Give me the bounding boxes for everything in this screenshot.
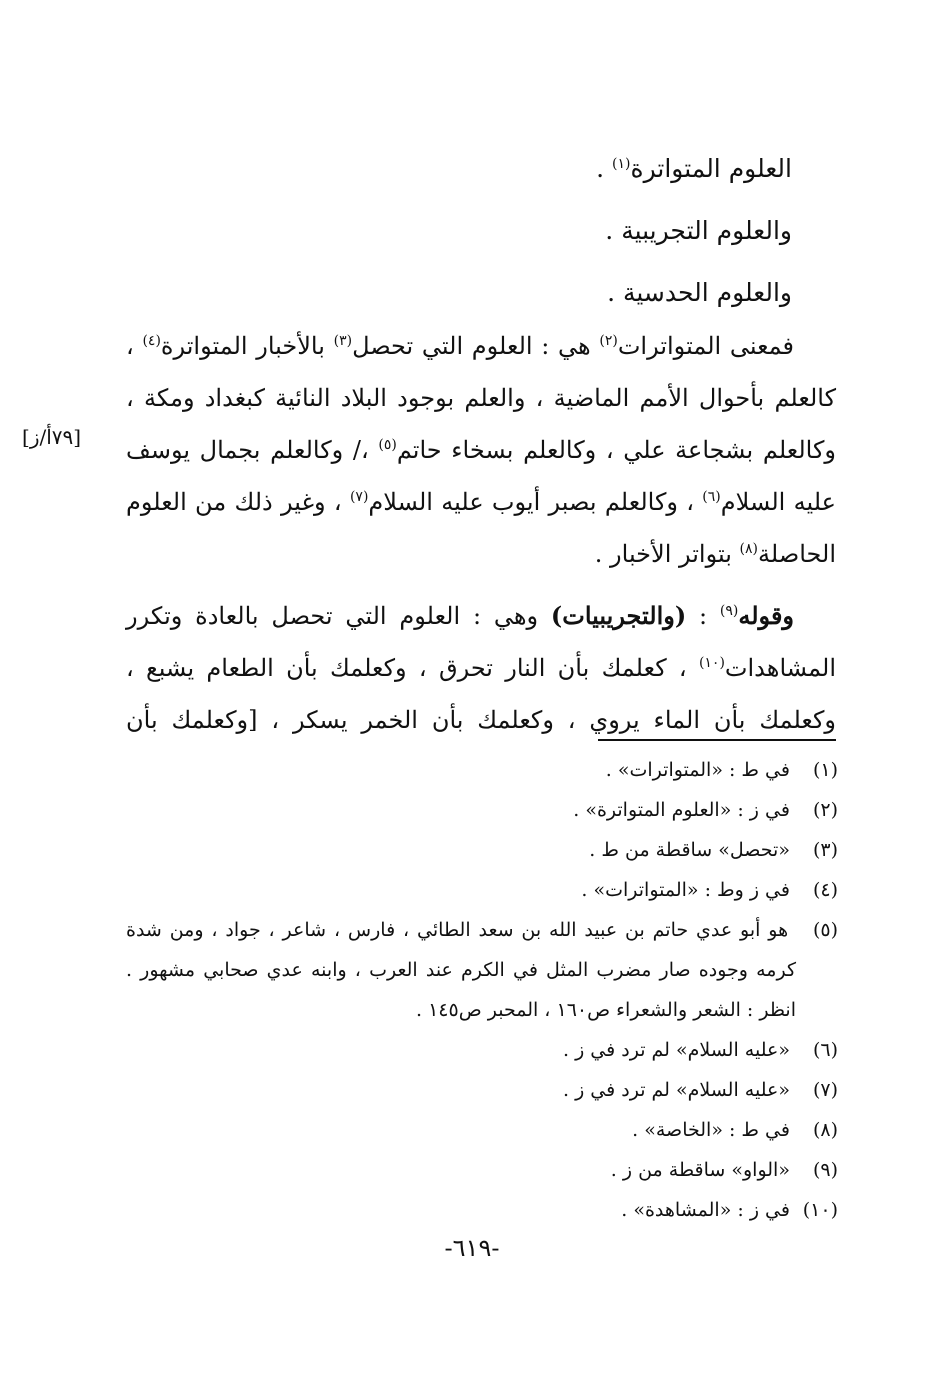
text-line: كالعلم بأحوال الأمم الماضية ، والعلم بوجود البلاد النائية كبغداد ومكة ، (126, 384, 836, 412)
footnote-ref: (٦) (702, 489, 721, 505)
text-run: ، (126, 332, 143, 360)
footnote-continuation: انظر : الشعر والشعراء ص١٦٠ ، المحبر ص١٤٥ . (416, 999, 796, 1021)
footnote-number: (٧) (812, 1079, 838, 1101)
text-run: الحاصلة (758, 540, 836, 568)
text-run: ، وكالعلم بصبر أيوب عليه السلام (368, 488, 703, 516)
footnote-text: في ط : «المتواترات» . (605, 759, 790, 781)
footnote-text: هو أبو عدي حاتم بن عبيد الله بن سعد الطائي ، فارس ، شاعر ، جواد ، ومن شدة (126, 919, 789, 941)
text-run: ،/ وكالعلم بجمال يوسف (126, 436, 379, 464)
footnote-number: (٨) (812, 1119, 838, 1141)
page-number: -٦١٩- (444, 1234, 500, 1262)
heading-text: العلوم المتواترة (630, 154, 792, 183)
footnote-number: (٥) (812, 919, 838, 941)
footnote (126, 1070, 838, 1110)
text-line (126, 476, 836, 528)
text-line (126, 320, 836, 372)
footnote-text: «عليه السلام» لم ترد في ز . (563, 1039, 790, 1061)
footnote-ref: (١) (612, 156, 631, 172)
footnote-number: (٦) (812, 1039, 838, 1061)
footnote-divider (598, 739, 836, 741)
footnote-number: (٩) (812, 1159, 838, 1181)
footnote-text: في ز : «العلوم المتواترة» . (573, 799, 790, 821)
footnote-ref: (٩) (719, 603, 739, 619)
text-run: وقوله (738, 601, 795, 630)
footnote-ref: (٧) (349, 489, 369, 505)
footnote-text: في ط : «الخاصة» . (632, 1119, 790, 1141)
text-run: وهي : العلوم التي تحصل بالعادة وتكرر (126, 602, 551, 630)
footnote (126, 1190, 838, 1230)
text-run: بتواتر الأخبار . (594, 540, 740, 568)
footnote-number: (٢) (812, 799, 838, 821)
footnote-ref: (٤) (142, 333, 161, 349)
text-line (126, 424, 836, 476)
text-line (126, 590, 836, 642)
text-run: المشاهدات (724, 654, 837, 682)
footnotes (126, 750, 838, 1230)
manuscript-folio-note: [٧٩أ/ز] (22, 425, 82, 449)
footnote-ref: (٨) (739, 541, 759, 557)
text-run: عليه السلام (720, 488, 836, 516)
main-text (126, 320, 836, 746)
footnote (126, 870, 838, 910)
heading-item: والعلوم التجريبية . (605, 216, 792, 245)
text-run: بالأخبار المتواترة (160, 332, 334, 360)
footnote-continuation: كرمه وجوده صار مضرب المثل في الكرم عند العرب ، وابنه عدي صحابي مشهور . (126, 959, 796, 981)
paragraph-tajribiyat (126, 590, 836, 746)
footnote (126, 1110, 838, 1150)
text-run: وكالعلم بشجاعة علي ، وكالعلم بسخاء حاتم (396, 436, 837, 464)
footnote-text: في ز وط : «المتواترات» . (581, 879, 790, 901)
footnote-text: «تحصل» ساقطة من ط . (589, 839, 790, 861)
footnote-ref: (٣) (333, 333, 353, 349)
footnote-number: (١٠) (802, 1199, 838, 1221)
footnote-ref: (٢) (599, 333, 618, 349)
footnote (126, 1030, 838, 1070)
footnote-number: (١) (812, 759, 838, 781)
footnote (126, 1150, 838, 1190)
text-run: هي : العلوم التي تحصل (352, 332, 600, 360)
text-run: : (686, 602, 720, 630)
text-line (126, 528, 836, 580)
footnote (126, 790, 838, 830)
heading-list (392, 138, 792, 324)
footnote (126, 910, 838, 950)
footnote-text: في ز : «المشاهدة» . (621, 1199, 790, 1221)
heading-end: . (596, 154, 613, 183)
quoted-term: (والتجريبيات) (550, 601, 687, 630)
paragraph-mutawatirat (126, 320, 836, 580)
text-line (126, 642, 836, 694)
text-run: ، كعلمك بأن النار تحرق ، وكعلمك بأن الطعام يشبع ، (126, 654, 699, 682)
heading-item (392, 138, 792, 200)
footnote-number: (٣) (812, 839, 838, 861)
footnote-text: «عليه السلام» لم ترد في ز . (563, 1079, 790, 1101)
text-line: وكعلمك بأن الماء يروي ، وكعلمك بأن الخمر يسكر ، [وكعلمك بأن (126, 706, 836, 734)
footnote-number: (٤) (812, 879, 838, 901)
footnote (126, 750, 838, 790)
footnote (126, 830, 838, 870)
footnote-text: «الواو» ساقطة من ز . (610, 1159, 790, 1181)
text-run: ، وغير ذلك من العلوم (126, 488, 350, 516)
footnote-ref: (٥) (378, 437, 397, 453)
text-run: فمعنى المتواترات (617, 332, 795, 360)
heading-item: والعلوم الحدسية . (607, 278, 792, 307)
footnote-ref: (١٠) (698, 655, 725, 671)
